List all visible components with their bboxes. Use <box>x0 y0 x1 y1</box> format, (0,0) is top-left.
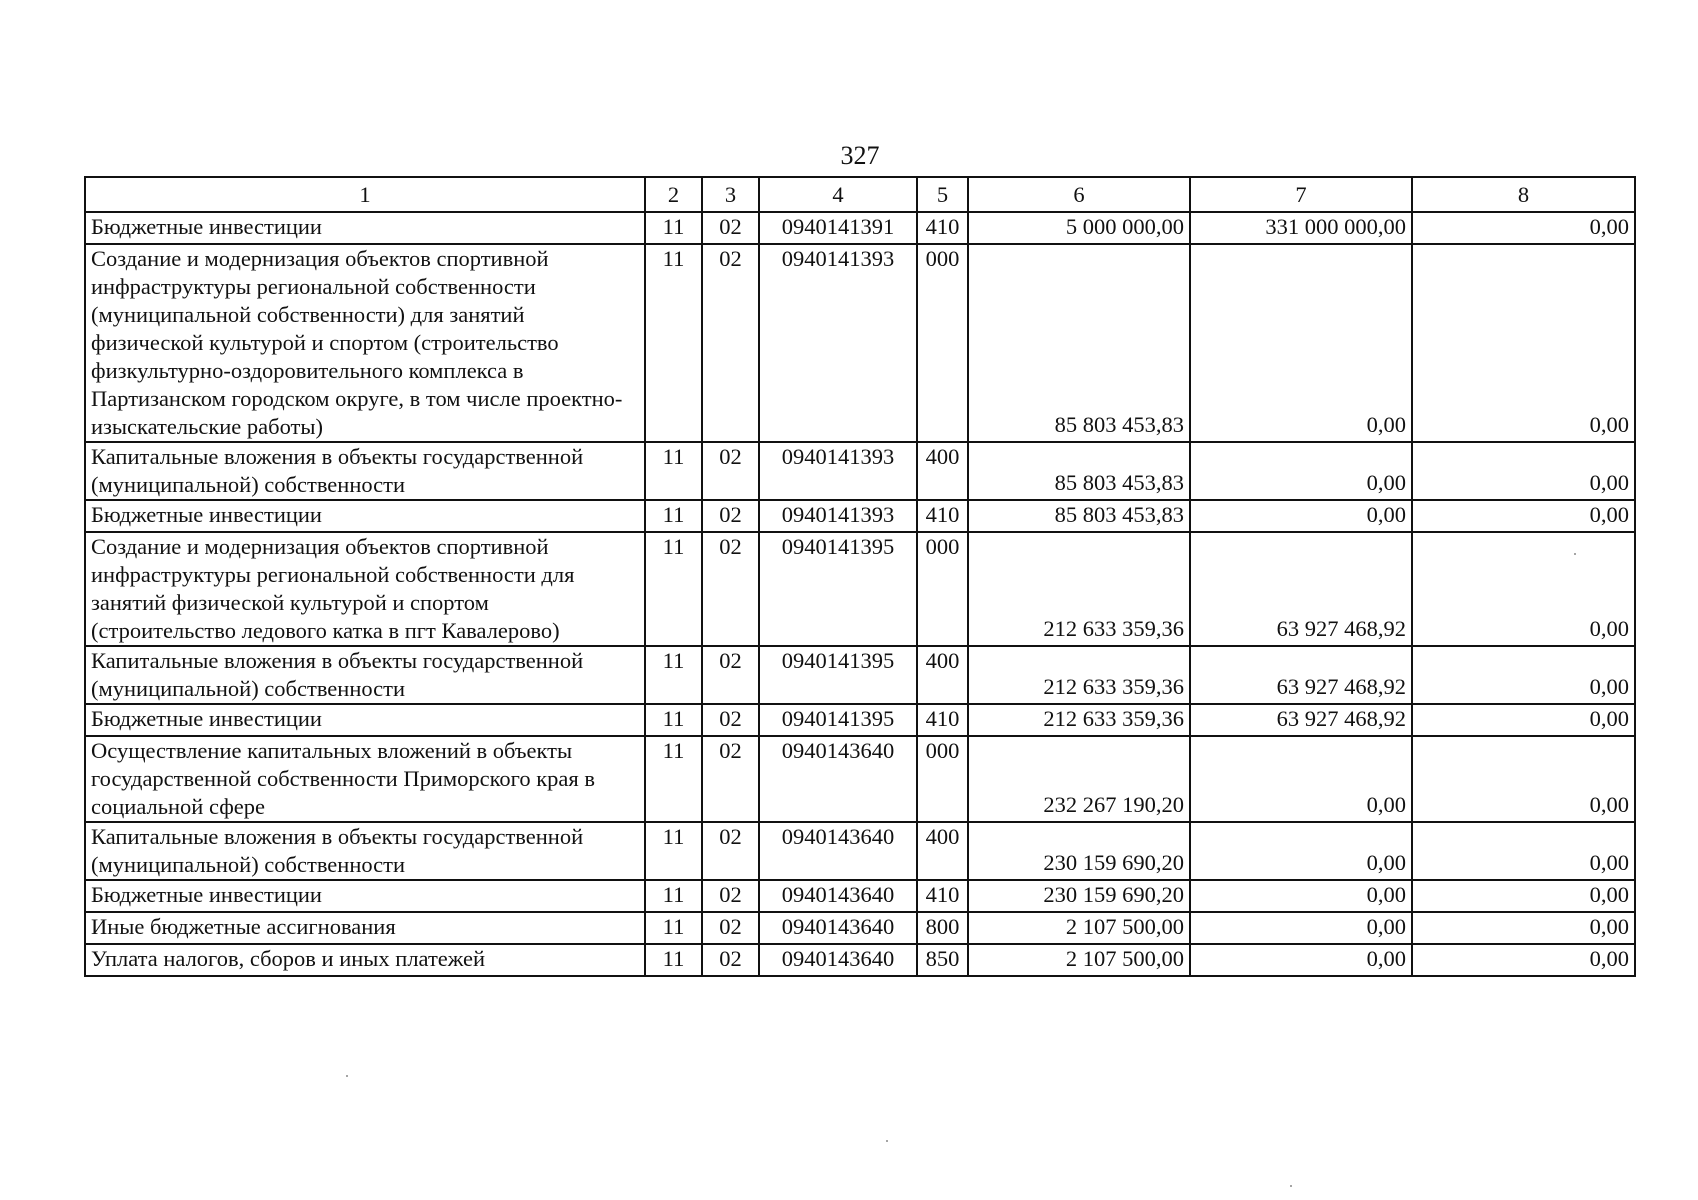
amount-col-6: 85 803 453,83 <box>968 500 1190 532</box>
amount-col-8: 0,00 <box>1412 912 1635 944</box>
expense-type-code: 410 <box>917 880 968 912</box>
expense-type-code: 410 <box>917 704 968 736</box>
amount-col-7: 331 000 000,00 <box>1190 212 1412 244</box>
expense-type-code: 410 <box>917 500 968 532</box>
amount-col-6: 230 159 690,20 <box>968 822 1190 880</box>
section-code: 11 <box>645 912 702 944</box>
table-row <box>85 244 1635 442</box>
item-name: Осуществление капитальных вложений в объекты государственной собственности Приморского края в социальной сфере <box>85 736 645 822</box>
expense-type-code: 410 <box>917 212 968 244</box>
amount-col-8: 0,00 <box>1412 244 1635 442</box>
section-code: 11 <box>645 212 702 244</box>
amount-col-7: 63 927 468,92 <box>1190 646 1412 704</box>
target-article-code: 0940141395 <box>759 704 917 736</box>
scan-speck <box>346 1075 348 1077</box>
subsection-code: 02 <box>702 646 759 704</box>
amount-col-6: 5 000 000,00 <box>968 212 1190 244</box>
amount-col-6: 85 803 453,83 <box>968 244 1190 442</box>
expense-type-code: 800 <box>917 912 968 944</box>
header-cell: 8 <box>1412 177 1635 212</box>
amount-col-7: 0,00 <box>1190 500 1412 532</box>
header-cell: 5 <box>917 177 968 212</box>
section-code: 11 <box>645 736 702 822</box>
subsection-code: 02 <box>702 212 759 244</box>
item-name: Иные бюджетные ассигнования <box>85 912 645 944</box>
scan-speck <box>886 1140 888 1142</box>
header-cell: 3 <box>702 177 759 212</box>
amount-col-6: 230 159 690,20 <box>968 880 1190 912</box>
subsection-code: 02 <box>702 822 759 880</box>
target-article-code: 0940143640 <box>759 912 917 944</box>
item-name: Уплата налогов, сборов и иных платежей <box>85 944 645 976</box>
section-code: 11 <box>645 822 702 880</box>
table-row <box>85 500 1635 532</box>
target-article-code: 0940141395 <box>759 532 917 646</box>
target-article-code: 0940143640 <box>759 944 917 976</box>
amount-col-7: 63 927 468,92 <box>1190 704 1412 736</box>
amount-col-8: 0,00 <box>1412 646 1635 704</box>
amount-col-7: 0,00 <box>1190 880 1412 912</box>
item-name: Бюджетные инвестиции <box>85 212 645 244</box>
target-article-code: 0940141393 <box>759 244 917 442</box>
table-row <box>85 944 1635 976</box>
amount-col-6: 212 633 359,36 <box>968 704 1190 736</box>
amount-col-8: 0,00 <box>1412 442 1635 500</box>
expense-type-code: 400 <box>917 646 968 704</box>
item-name: Создание и модернизация объектов спортивной инфраструктуры региональной собственности для занятий физической культурой и спортом (строительство ледового катка в пгт Кавалерово) <box>85 532 645 646</box>
target-article-code: 0940143640 <box>759 822 917 880</box>
amount-col-6: 2 107 500,00 <box>968 944 1190 976</box>
target-article-code: 0940141393 <box>759 442 917 500</box>
expense-type-code: 000 <box>917 736 968 822</box>
expense-type-code: 850 <box>917 944 968 976</box>
amount-col-8: 0,00 <box>1412 736 1635 822</box>
target-article-code: 0940141395 <box>759 646 917 704</box>
amount-col-8: 0,00 <box>1412 880 1635 912</box>
section-code: 11 <box>645 646 702 704</box>
section-code: 11 <box>645 244 702 442</box>
subsection-code: 02 <box>702 736 759 822</box>
amount-col-8: 0,00 <box>1412 500 1635 532</box>
header-cell: 6 <box>968 177 1190 212</box>
item-name: Создание и модернизация объектов спортивной инфраструктуры региональной собственности (муниципальной собственности) для занятий физической культурой и спортом (строительство физкультурно-оздоровительного комплекса в Партизанском городском округе, в том числе проектно-изыскательские работы) <box>85 244 645 442</box>
table-row <box>85 736 1635 822</box>
section-code: 11 <box>645 704 702 736</box>
page-number: 327 <box>840 141 880 170</box>
table-row <box>85 646 1635 704</box>
header-cell: 4 <box>759 177 917 212</box>
amount-col-8: 0,00 <box>1412 822 1635 880</box>
table-row <box>85 912 1635 944</box>
item-name: Бюджетные инвестиции <box>85 880 645 912</box>
budget-table <box>84 176 1636 977</box>
subsection-code: 02 <box>702 244 759 442</box>
table-row <box>85 442 1635 500</box>
amount-col-7: 0,00 <box>1190 944 1412 976</box>
amount-col-6: 232 267 190,20 <box>968 736 1190 822</box>
item-name: Бюджетные инвестиции <box>85 704 645 736</box>
amount-col-8: 0,00 <box>1412 704 1635 736</box>
expense-type-code: 000 <box>917 244 968 442</box>
subsection-code: 02 <box>702 880 759 912</box>
amount-col-6: 212 633 359,36 <box>968 532 1190 646</box>
scan-speck <box>1290 1185 1292 1187</box>
section-code: 11 <box>645 442 702 500</box>
amount-col-8: 0,00 <box>1412 532 1635 646</box>
section-code: 11 <box>645 500 702 532</box>
subsection-code: 02 <box>702 704 759 736</box>
header-cell: 7 <box>1190 177 1412 212</box>
section-code: 11 <box>645 880 702 912</box>
amount-col-7: 0,00 <box>1190 912 1412 944</box>
amount-col-6: 85 803 453,83 <box>968 442 1190 500</box>
amount-col-7: 0,00 <box>1190 442 1412 500</box>
subsection-code: 02 <box>702 500 759 532</box>
table-row <box>85 212 1635 244</box>
section-code: 11 <box>645 944 702 976</box>
expense-type-code: 400 <box>917 822 968 880</box>
target-article-code: 0940143640 <box>759 736 917 822</box>
amount-col-7: 63 927 468,92 <box>1190 532 1412 646</box>
amount-col-8: 0,00 <box>1412 944 1635 976</box>
column-number-header <box>85 177 1635 212</box>
item-name: Капитальные вложения в объекты государственной (муниципальной) собственности <box>85 822 645 880</box>
item-name: Капитальные вложения в объекты государственной (муниципальной) собственности <box>85 646 645 704</box>
amount-col-7: 0,00 <box>1190 736 1412 822</box>
amount-col-6: 2 107 500,00 <box>968 912 1190 944</box>
table-row <box>85 704 1635 736</box>
item-name: Бюджетные инвестиции <box>85 500 645 532</box>
subsection-code: 02 <box>702 944 759 976</box>
section-code: 11 <box>645 532 702 646</box>
header-cell: 2 <box>645 177 702 212</box>
amount-col-6: 212 633 359,36 <box>968 646 1190 704</box>
scan-speck <box>1574 553 1576 555</box>
target-article-code: 0940141393 <box>759 500 917 532</box>
expense-type-code: 400 <box>917 442 968 500</box>
subsection-code: 02 <box>702 442 759 500</box>
header-cell: 1 <box>85 177 645 212</box>
table-row <box>85 532 1635 646</box>
amount-col-8: 0,00 <box>1412 212 1635 244</box>
table-row <box>85 880 1635 912</box>
subsection-code: 02 <box>702 912 759 944</box>
target-article-code: 0940141391 <box>759 212 917 244</box>
item-name: Капитальные вложения в объекты государственной (муниципальной) собственности <box>85 442 645 500</box>
table-row <box>85 822 1635 880</box>
target-article-code: 0940143640 <box>759 880 917 912</box>
expense-type-code: 000 <box>917 532 968 646</box>
subsection-code: 02 <box>702 532 759 646</box>
amount-col-7: 0,00 <box>1190 244 1412 442</box>
amount-col-7: 0,00 <box>1190 822 1412 880</box>
